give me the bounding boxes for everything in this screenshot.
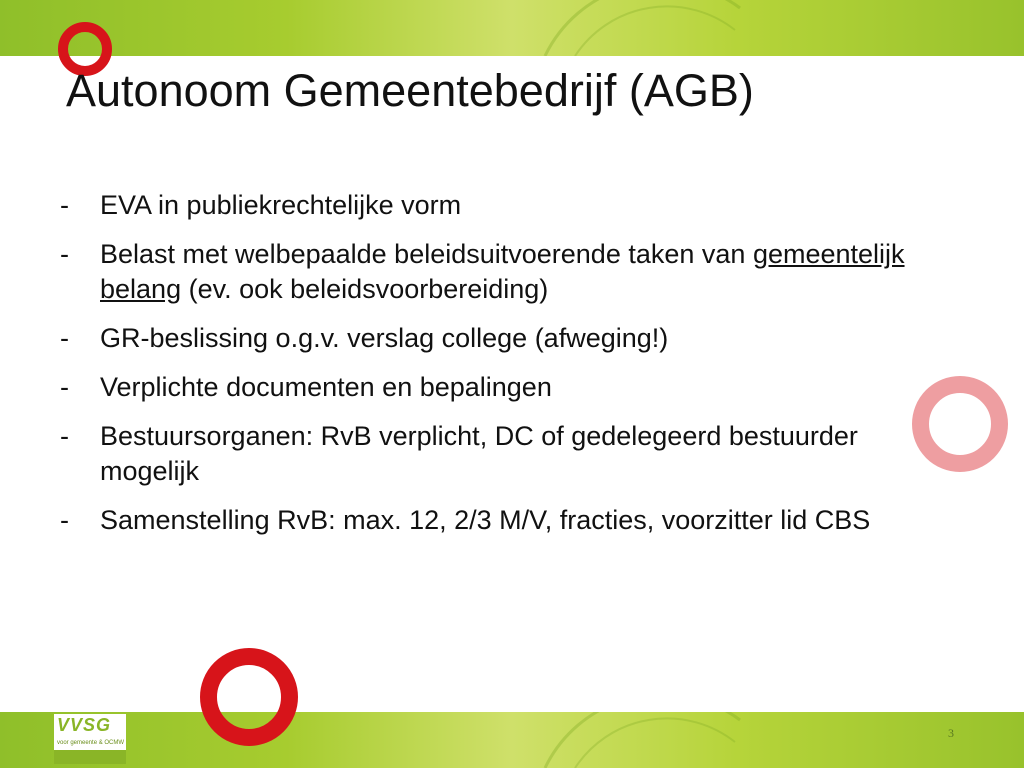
bullet-item <box>56 321 976 356</box>
bullet-list <box>56 188 976 552</box>
bullet-item <box>56 188 976 223</box>
large-red-ring-icon <box>200 648 298 746</box>
bullet-text: EVA in publiekrechtelijke vorm <box>100 190 462 220</box>
bullet-item <box>56 370 976 405</box>
bullet-item <box>56 419 976 489</box>
logo-bar <box>54 750 126 764</box>
bullet-item <box>56 237 976 307</box>
page-number: 3 <box>948 726 954 740</box>
bullet-item <box>56 503 976 538</box>
underlined-phrase: gemeentelijk belang <box>100 239 905 304</box>
bullet-text: Bestuursorganen: RvB verplicht, DC of gedelegeerd bestuurder mogelijk <box>100 421 858 486</box>
pink-ring-icon <box>912 376 1008 472</box>
header-band <box>0 0 1024 56</box>
footer-band <box>0 712 1024 768</box>
bullet-dash: - <box>60 323 69 353</box>
logo-subtext: voor gemeente & OCMW <box>57 740 125 746</box>
bullet-dash: - <box>60 239 69 269</box>
bullet-text: GR-beslissing o.g.v. verslag college (afweging!) <box>100 323 669 353</box>
bullet-text-tail: (ev. ook beleidsvoorbereiding) <box>181 274 549 304</box>
slide-title: Autonoom Gemeentebedrijf (AGB) <box>66 65 754 116</box>
bullet-dash: - <box>60 505 69 535</box>
bullet-dash: - <box>60 190 69 220</box>
bullet-dash: - <box>60 372 69 402</box>
bullet-dash: - <box>60 421 69 451</box>
bullet-text: Verplichte documenten en bepalingen <box>100 372 552 402</box>
vvsg-logo <box>54 714 126 764</box>
stamp-watermark-bottom <box>0 712 1024 768</box>
bullet-text: Samenstelling RvB: max. 12, 2/3 M/V, fracties, voorzitter lid CBS <box>100 505 871 535</box>
stamp-watermark-top <box>0 0 1024 56</box>
logo-text: VVSG <box>57 715 112 735</box>
bullet-text: Belast met welbepaalde beleidsuitvoerende taken van <box>100 239 753 269</box>
